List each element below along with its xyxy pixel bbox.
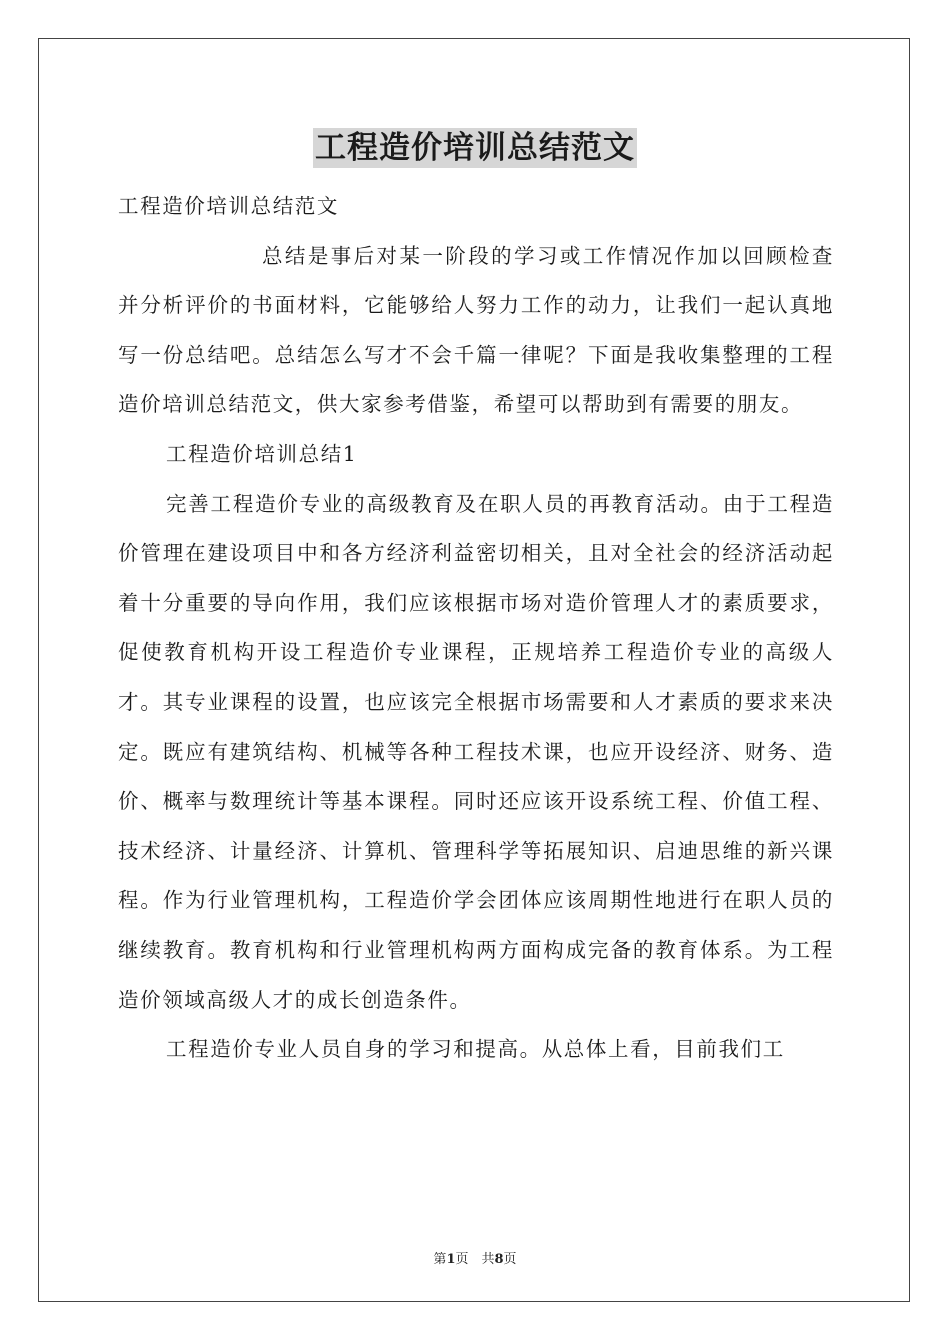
page-number-current: 1 [446, 1252, 456, 1267]
page-footer [0, 1248, 950, 1267]
page-number-mid: 页 共 [455, 1252, 495, 1267]
page-number-total: 8 [494, 1252, 504, 1267]
page-number-suffix: 页 [503, 1252, 517, 1267]
paragraph-body: 工程造价专业人员自身的学习和提高。从总体上看，目前我们工 [166, 1037, 785, 1062]
section-heading: 工程造价培训总结1 [166, 441, 358, 466]
paragraph-intro: 总结是事后对某一阶段的学习或工作情况作加以回顾检查并分析评价的书面材料，它能够给人努力工作的动力，让我们一起认真地写一份总结吧。总结怎么写才不会千篇一律呢？下面是我收集整理的工程造价培训总结范文，供大家参考借鉴，希望可以帮助到有需要的朋友。 [118, 243, 834, 417]
paragraph-body: 完善工程造价专业的高级教育及在职人员的再教育活动。由于工程造价管理在建设项目中和各方经济利益密切相关，且对全社会的经济活动起着十分重要的导向作用，我们应该根据市场对造价管理人才的素质要求，促使教育机构开设工程造价专业课程，正规培养工程造价专业的高级人才。其专业课程的设置，也应该完全根据市场需要和人才素质的要求来决定。既应有建筑结构、机械等各种工程技术课，也应开设经济、财务、造价、概率与数理统计等基本课程。同时还应该开设系统工程、价值工程、技术经济、计量经济、计算机、管理科学等拓展知识、启迪思维的新兴课程。作为行业管理机构，工程造价学会团体应该周期性地进行在职人员的继续教育。教育机构和行业管理机构两方面构成完备的教育体系。为工程造价领域高级人才的成长创造条件。 [118, 491, 834, 1012]
document-subtitle: 工程造价培训总结范文 [118, 194, 339, 218]
page-number-prefix: 第 [433, 1252, 447, 1267]
title-wrapper [0, 128, 950, 168]
document-title: 工程造价培训总结范文 [315, 130, 635, 166]
document-body [118, 182, 834, 1075]
